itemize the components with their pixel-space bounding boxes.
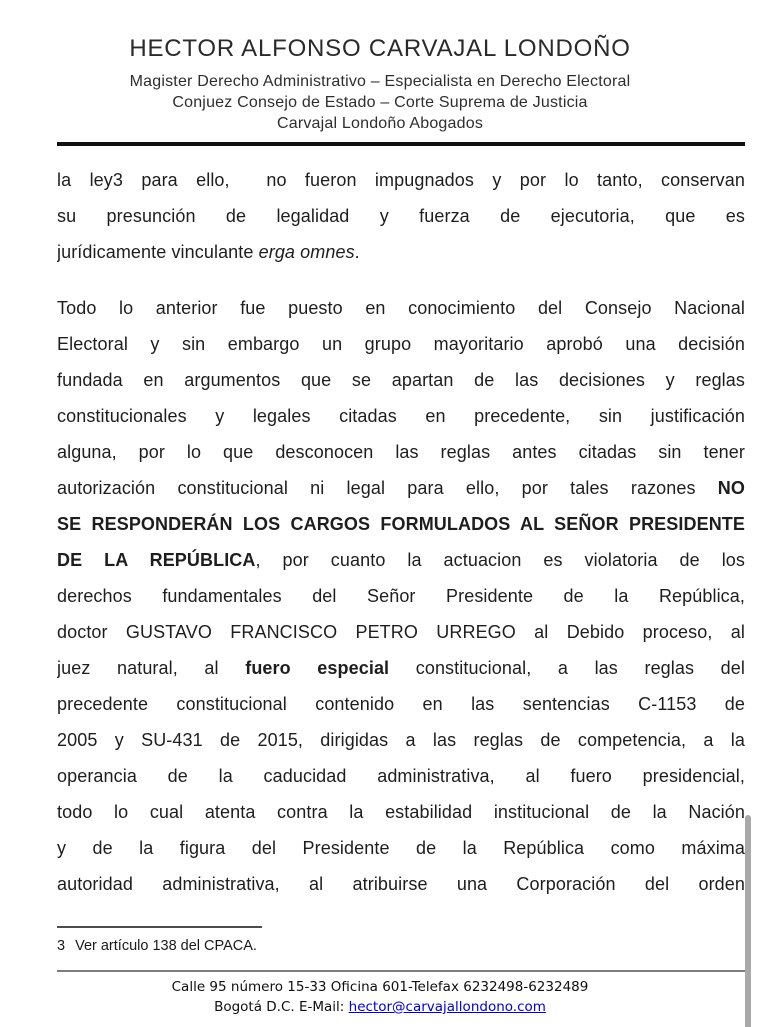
text-segment: Electoral y sin embargo un grupo mayoritario aprobó una decisión xyxy=(57,334,745,354)
text-line xyxy=(57,542,745,578)
text-line xyxy=(57,578,745,614)
text-line xyxy=(57,234,745,270)
text-line xyxy=(57,830,745,866)
text-line xyxy=(57,722,745,758)
text-segment: alguna, por lo que desconocen las reglas antes citadas sin tener xyxy=(57,442,745,462)
text-segment: precedente constitucional contenido en las sentencias C-1153 de xyxy=(57,694,745,714)
text-line xyxy=(57,434,745,470)
text-segment: erga omnes xyxy=(258,242,355,262)
letterhead-subtitles xyxy=(0,71,760,134)
text-line xyxy=(57,650,745,686)
footer-contact-line xyxy=(0,997,760,1017)
text-segment: su presunción de legalidad y fuerza de ejecutoria, que es xyxy=(57,206,745,226)
letterhead-name: HECTOR ALFONSO CARVAJAL LONDOÑO xyxy=(129,35,631,62)
text-segment: operancia de la caducidad administrativa, al fuero presidencial, xyxy=(57,766,745,786)
text-segment: autoridad administrativa, al atribuirse una Corporación del orden xyxy=(57,874,745,894)
text-segment: , por cuanto la actuacion es violatoria de los xyxy=(255,550,745,570)
text-line xyxy=(57,470,745,506)
text-segment: . xyxy=(354,242,360,262)
text-segment: fuero especial xyxy=(245,658,390,678)
footer-separator xyxy=(57,970,746,972)
text-segment: NO xyxy=(717,478,745,498)
footer-city-email-label: Bogotá D.C. E-Mail: xyxy=(214,999,349,1015)
footnote-separator xyxy=(57,926,262,928)
text-segment: DE LA REPÚBLICA xyxy=(57,550,256,570)
text-line xyxy=(57,614,745,650)
text-line xyxy=(57,290,745,326)
letterhead-subtitle-firm: Carvajal Londoño Abogados xyxy=(276,115,484,132)
footnote-text: Ver artículo 138 del CPACA. xyxy=(75,938,257,954)
text-segment: 2005 y SU-431 de 2015, dirigidas a las reglas de competencia, a la xyxy=(57,730,745,750)
text-segment: constitucionales y legales citadas en precedente, sin justificación xyxy=(57,406,745,426)
text-segment: constitucional, a las reglas del xyxy=(389,658,745,678)
text-line xyxy=(57,362,745,398)
text-segment: juez natural, al xyxy=(57,658,246,678)
footer-address-line: Calle 95 número 15-33 Oficina 601-Telefax 6232498-6232489 xyxy=(171,979,589,995)
text-segment: doctor GUSTAVO FRANCISCO PETRO URREGO al Debido proceso, al xyxy=(57,622,745,642)
text-line xyxy=(57,398,745,434)
text-segment: derechos fundamentales del Señor Presidente de la República, xyxy=(57,586,745,606)
letterhead xyxy=(0,0,760,134)
document-body xyxy=(57,162,745,902)
footnote xyxy=(57,937,760,955)
text-segment: la ley3 para ello, no fueron impugnados y por lo tanto, conservan xyxy=(57,170,745,190)
text-segment: Todo lo anterior fue puesto en conocimiento del Consejo Nacional xyxy=(57,298,745,318)
scrollbar-thumb[interactable] xyxy=(745,815,751,1027)
paragraph xyxy=(57,162,745,270)
text-line xyxy=(57,794,745,830)
text-segment: jurídicamente vinculante xyxy=(57,242,259,262)
letterhead-divider xyxy=(57,142,745,146)
text-segment: fundada en argumentos que se apartan de las decisiones y reglas xyxy=(57,370,745,390)
text-line xyxy=(57,866,745,902)
text-line xyxy=(57,198,745,234)
footnote-marker: 3 xyxy=(57,938,66,954)
text-line xyxy=(57,686,745,722)
text-line xyxy=(57,758,745,794)
text-line xyxy=(57,162,745,198)
page-footer xyxy=(0,977,760,1017)
text-segment: todo lo cual atenta contra la estabilidad institucional de la Nación xyxy=(57,802,745,822)
letterhead-subtitle-credentials: Magister Derecho Administrativo – Especialista en Derecho Electoral xyxy=(129,73,631,90)
email-link[interactable]: hector@carvajallondono.com xyxy=(348,999,546,1015)
text-line xyxy=(57,506,745,542)
text-segment: y de la figura del Presidente de la República como máxima xyxy=(57,838,745,858)
paragraph xyxy=(57,290,745,902)
text-segment: autorización constitucional ni legal para ello, por tales razones xyxy=(57,478,718,498)
text-segment: SE RESPONDERÁN LOS CARGOS FORMULADOS AL SEÑOR PRESIDENTE xyxy=(57,514,745,534)
letterhead-subtitle-positions: Conjuez Consejo de Estado – Corte Suprema de Justicia xyxy=(172,94,588,111)
text-line xyxy=(57,326,745,362)
